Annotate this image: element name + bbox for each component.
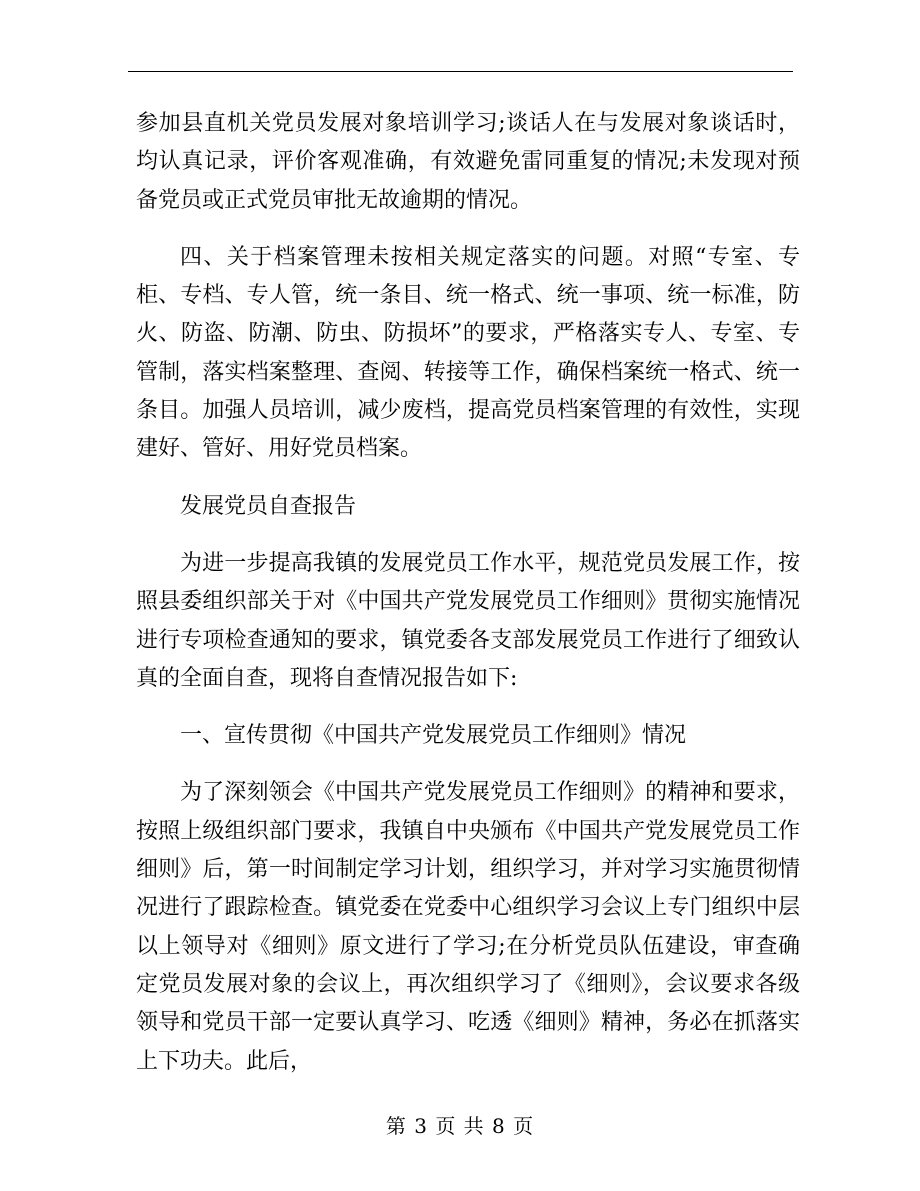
paragraph-intro: 为进一步提高我镇的发展党员工作水平，规范党员发展工作，按照县委组织部关于对《中国共产党发展党员工作细则》贯彻实施情况进行专项检查通知的要求，镇党委各支部发展党员工作进行了细致认真的全面自查，现将自查情况报告如下: bbox=[136, 550, 800, 691]
header-rule bbox=[128, 71, 793, 72]
paragraph-study-detail: 为了深刻领会《中国共产党发展党员工作细则》的精神和要求，按照上级组织部门要求，我镇自中央颁布《中国共产党发展党员工作细则》后，第一时间制定学习计划，组织学习，并对学习实施贯彻情况进行了跟踪检查。镇党委在党委中心组织学习会议上专门组织中层以上领导对《细则》原文进行了学习;在分析党员队伍建设，审查确定党员发展对象的会议上，再次组织学习了《细则》，会议要求各级领导和党员干部一定要认真学习、吃透《细则》精神，务必在抓落实上下功夫。此后， bbox=[136, 780, 800, 1074]
section-title: 发展党员自查报告 bbox=[180, 493, 357, 519]
section-heading-one: 一、宣传贯彻《中国共产党发展党员工作细则》情况 bbox=[180, 723, 687, 749]
document-body bbox=[136, 105, 800, 1081]
paragraph-archive-management: 四、关于档案管理未按相关规定落实的问题。对照“专室、专柜、专档、专人管，统一条目、统一格式、统一事项、统一标准，防火、防盗、防潮、防虫、防损坏”的要求，严格落实专人、专室、专管制，落实档案整理、查阅、转接等工作，确保档案统一格式、统一条目。加强人员培训，减少废档，提高党员档案管理的有效性，实现建好、管好、用好党员档案。 bbox=[136, 244, 800, 462]
page-number: 第 3 页 共 8 页 bbox=[385, 1114, 535, 1138]
paragraph-continued: 参加县直机关党员发展对象培训学习;谈话人在与发展对象谈话时，均认真记录，评价客观准确，有效避免雷同重复的情况;未发现对预备党员或正式党员审批无故逾期的情况。 bbox=[136, 111, 800, 213]
